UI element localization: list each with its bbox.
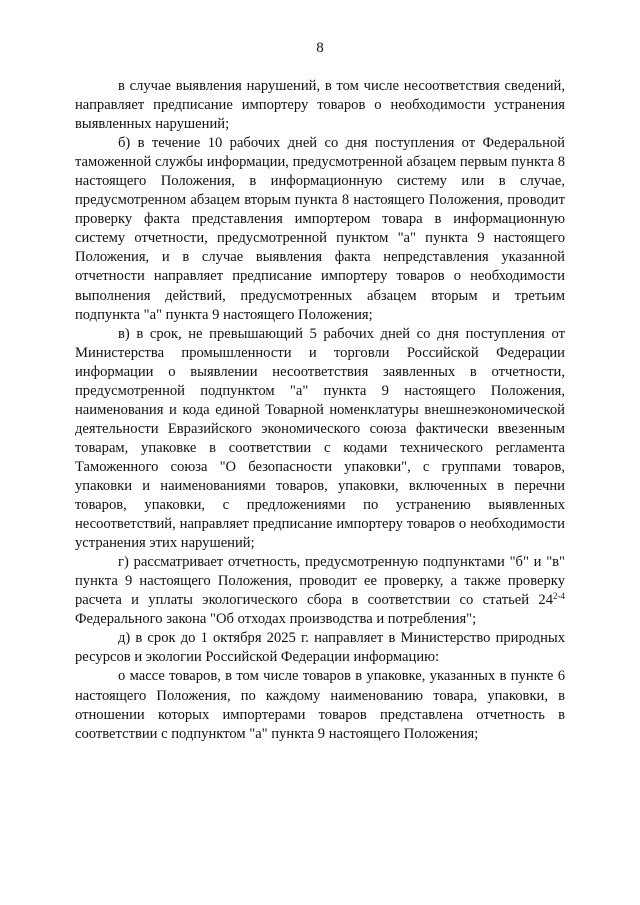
paragraph-item-g (75, 553, 565, 629)
paragraph-item-v: в) в срок, не превышающий 5 рабочих дней со дня поступления от Министерства промышленности и торговли Российской Федерации информации о выявлении несоответствия заявленных в отчетности, предусмотренной подпунктом "а" пункта 9 настоящего Положения, наименования и кода единой Товарной номенклатуры внешнеэкономической деятельности Евразийского экономического союза фактически ввезенным товарам, упаковке в соответствии с кодами технического регламента Таможенного союза "О безопасности упаковки", с группами товаров, упаковки и наименованиями товаров, упаковки, включенных в перечни товаров, упаковки, с предложениями по устранению выявленных несоответствий, направляет предписание импортеру товаров о необходимости устранения этих нарушений; (75, 325, 565, 552)
paragraph-goods-mass: о массе товаров, в том числе товаров в упаковке, указанных в пункте 6 настоящего Положения, по каждому наименованию товара, упаковки, в отношении которых импортерами товаров представлена отчетность в соответствии с подпунктом "а" пункта 9 настоящего Положения; (75, 668, 565, 742)
page-number: 8 (316, 40, 324, 56)
document-body (75, 77, 565, 744)
article-superscript: 2-4 (553, 591, 565, 602)
paragraph-item-d: д) в срок до 1 октября 2025 г. направляет в Министерство природных ресурсов и экологии Российской Федерации информацию: (75, 630, 565, 666)
paragraph-item-b: б) в течение 10 рабочих дней со дня поступления от Федеральной таможенной службы информации, предусмотренной абзацем первым пункта 8 настоящего Положения, в информационную систему или в случае, предусмотренном абзацем вторым пункта 8 настоящего Положения, проводит проверку факта представления импортером товара в информационную систему отчетности, предусмотренной пунктом "а" пункта 9 настоящего Положения, и в случае выявления факта непредставления указанной отчетности направляет предписание импортеру товаров о необходимости выполнения действий, предусмотренных абзацем вторым и третьим подпункта "а" пункта 9 настоящего Положения; (75, 135, 565, 323)
paragraph-item-g-text-after: Федерального закона "Об отходах производства и потребления"; (75, 611, 477, 628)
paragraph-violations: в случае выявления нарушений, в том числе несоответствия сведений, направляет предписание импортеру товаров о необходимости устранения выявленных нарушений; (75, 78, 565, 133)
paragraph-item-g-text-before: г) рассматривает отчетность, предусмотренную подпунктами "б" и "в" пункта 9 настоящего Положения, проводит ее проверку, а также проверку расчета и уплаты экологического сбора в соответствии со статьей 24 (75, 554, 565, 609)
